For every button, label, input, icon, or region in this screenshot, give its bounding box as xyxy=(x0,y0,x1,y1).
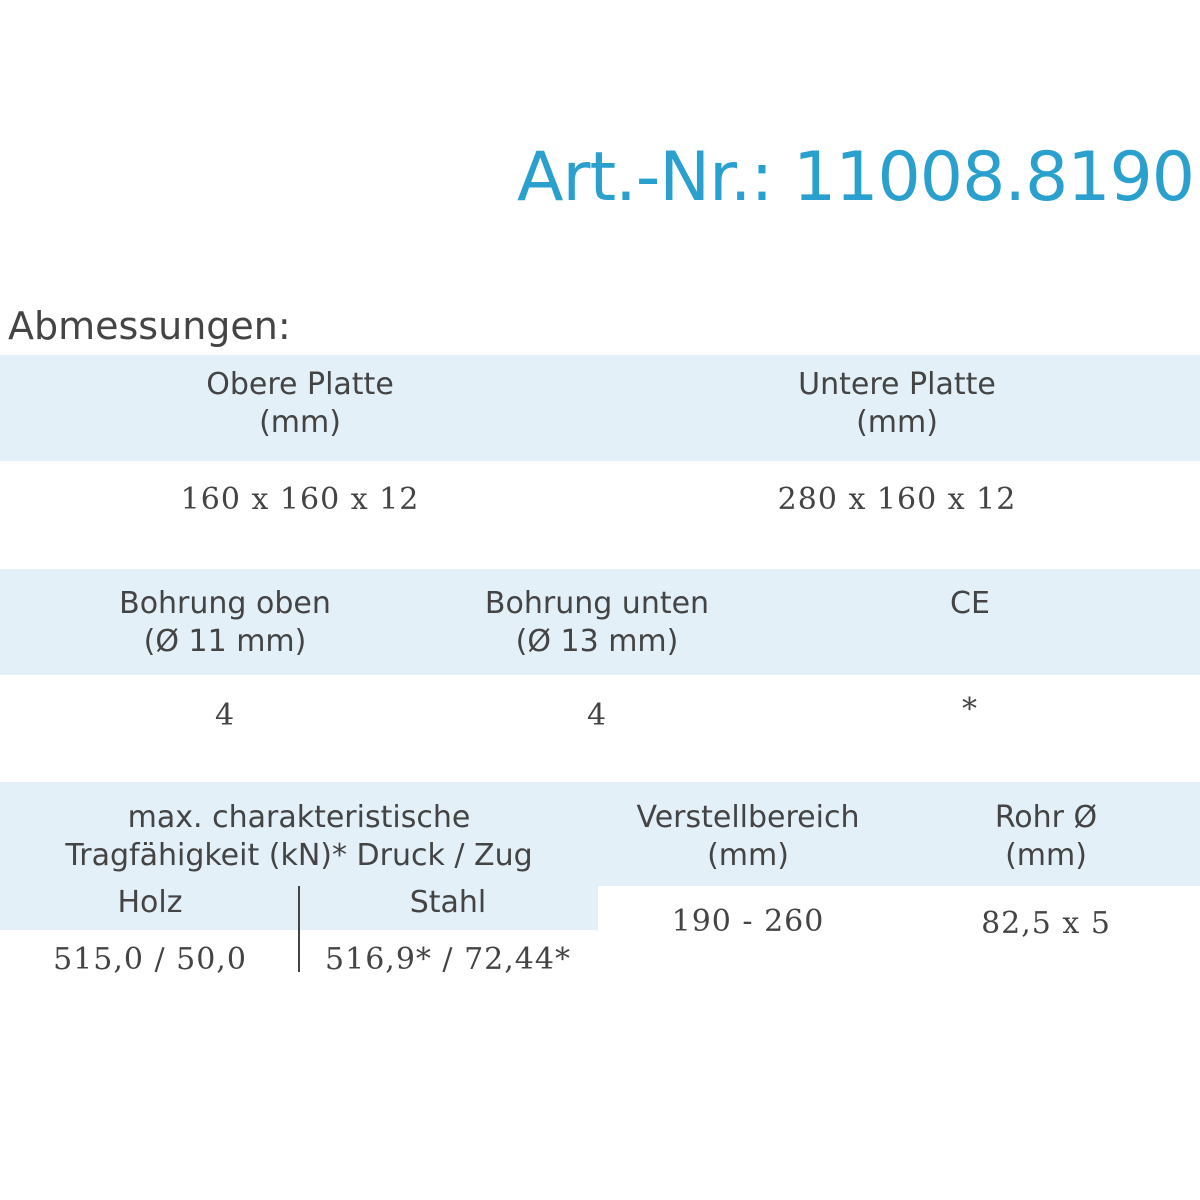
article-number: Art.-Nr.: 11008.8190 xyxy=(517,138,1194,217)
table3-header-pipe xyxy=(896,799,1196,875)
hole-top-value: 4 xyxy=(214,698,236,733)
ce-value: * xyxy=(962,692,978,727)
lower-plate-value: 280 x 160 x 12 xyxy=(777,482,1017,517)
lower-plate-label: Untere Platte xyxy=(798,367,996,402)
load-label: max. charakteristische xyxy=(127,800,471,835)
hole-bottom-label: Bohrung unten xyxy=(484,586,710,621)
load-sub-steel xyxy=(298,884,598,922)
table2-header-hole-bottom xyxy=(372,585,822,661)
range-label: Verstellbereich xyxy=(636,800,860,835)
hole-top-diameter: (Ø 11 mm) xyxy=(143,624,307,659)
load-unit: Tragfähigkeit (kN)* Druck / Zug xyxy=(65,838,533,873)
pipe-label: Rohr Ø xyxy=(994,800,1098,835)
table3-header-range xyxy=(598,799,898,875)
table2-header-ce xyxy=(820,585,1120,623)
hole-top-label: Bohrung oben xyxy=(119,586,331,621)
lower-plate-unit: (mm) xyxy=(856,405,938,440)
load-sub-wood xyxy=(0,884,300,922)
upper-plate-label: Obere Platte xyxy=(206,367,394,402)
range-value: 190 - 260 xyxy=(671,904,825,939)
range-unit: (mm) xyxy=(707,838,789,873)
hole-bottom-value: 4 xyxy=(586,698,608,733)
pipe-unit: (mm) xyxy=(1005,838,1087,873)
table1-header-lower-plate xyxy=(597,366,1197,442)
upper-plate-value: 160 x 160 x 12 xyxy=(180,482,420,517)
steel-label: Stahl xyxy=(409,885,487,920)
steel-value: 516,9* / 72,44* xyxy=(325,942,571,977)
wood-value: 515,0 / 50,0 xyxy=(53,942,247,977)
ce-label: CE xyxy=(950,586,990,621)
table1-header-upper-plate xyxy=(0,366,600,442)
section-title: Abmessungen: xyxy=(8,304,291,348)
wood-label: Holz xyxy=(117,885,183,920)
hole-bottom-diameter: (Ø 13 mm) xyxy=(515,624,679,659)
pipe-value: 82,5 x 5 xyxy=(981,906,1111,941)
table3-header-load xyxy=(0,799,598,875)
upper-plate-unit: (mm) xyxy=(259,405,341,440)
